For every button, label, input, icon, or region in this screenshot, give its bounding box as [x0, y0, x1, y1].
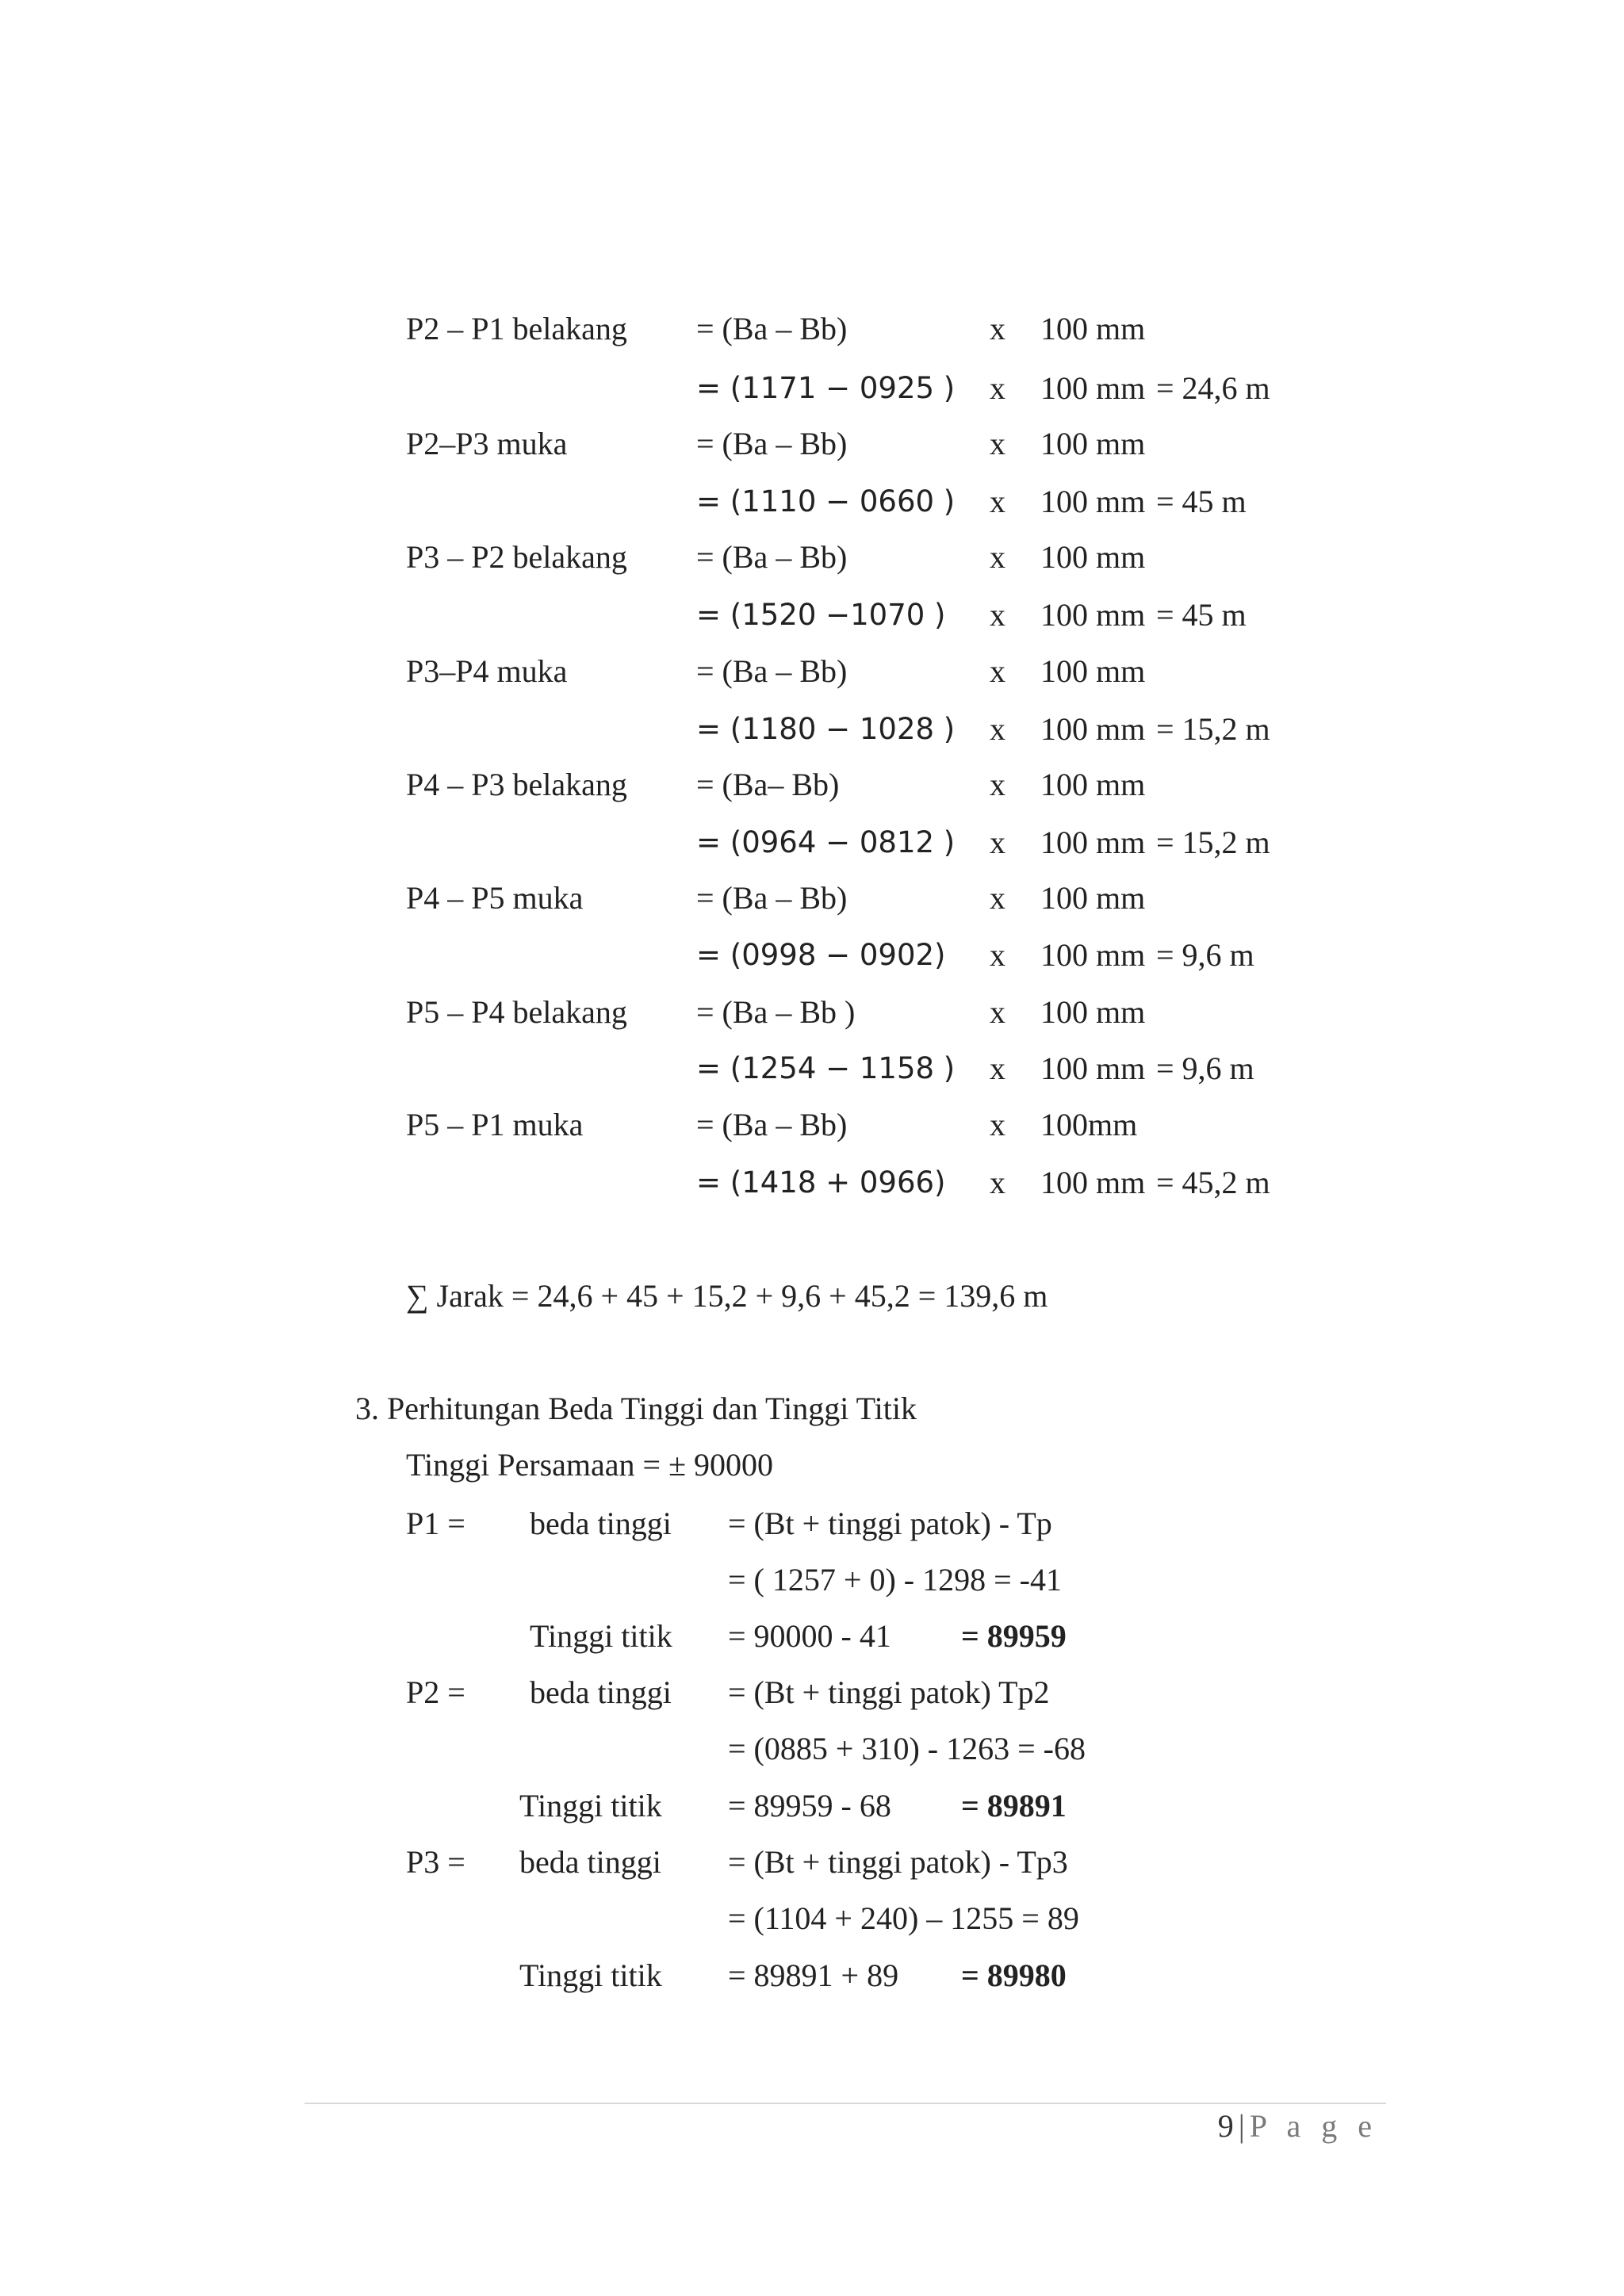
- row-unit: 100 mm: [1040, 1050, 1146, 1086]
- row-x: x: [990, 426, 1005, 461]
- row-equation: = (0885 + 310) - 1263 = -68: [728, 1731, 1086, 1766]
- row-formula: = (1180 − 1028 ): [696, 712, 956, 746]
- elevation-value: = 89891: [961, 1788, 1067, 1823]
- row-x: x: [990, 767, 1005, 802]
- row-unit: 100 mm: [1040, 370, 1146, 406]
- row-label: P2 – P1 belakang: [406, 311, 627, 346]
- row-result: = 24,6 m: [1156, 370, 1270, 406]
- row-sub-label: beda tinggi: [530, 1674, 672, 1710]
- row-formula: = (Ba – Bb): [696, 653, 848, 689]
- row-formula: = (0998 − 0902): [696, 938, 946, 972]
- row-x: x: [990, 1050, 1005, 1086]
- row-x: x: [990, 825, 1005, 860]
- row-x: x: [990, 597, 1005, 633]
- row-formula: = (Ba – Bb): [696, 880, 848, 916]
- row-formula: = (Ba – Bb): [696, 539, 848, 575]
- row-x: x: [990, 484, 1005, 519]
- base-elevation: Tinggi Persamaan = ± 90000: [406, 1447, 774, 1483]
- row-x: x: [990, 1107, 1005, 1142]
- row-label: P5 – P1 muka: [406, 1107, 584, 1142]
- row-label: P3 – P2 belakang: [406, 539, 627, 575]
- row-formula: = (Ba – Bb): [696, 1107, 848, 1142]
- section-heading: 3. Perhitungan Beda Tinggi dan Tinggi Titik: [355, 1391, 917, 1426]
- row-x: x: [990, 539, 1005, 575]
- point-label: P3 =: [406, 1844, 465, 1880]
- row-x: x: [990, 994, 1005, 1030]
- row-formula: = (1418 + 0966): [696, 1165, 946, 1200]
- row-unit: 100 mm: [1040, 484, 1146, 519]
- row-equation: = 89891 + 89: [728, 1957, 899, 1993]
- row-result: = 9,6 m: [1156, 937, 1254, 973]
- row-result: = 45 m: [1156, 484, 1247, 519]
- row-result: = 15,2 m: [1156, 711, 1270, 747]
- row-unit: 100 mm: [1040, 1165, 1146, 1200]
- row-label: P4 – P5 muka: [406, 880, 584, 916]
- row-x: x: [990, 653, 1005, 689]
- distance-sum: ∑ Jarak = 24,6 + 45 + 15,2 + 9,6 + 45,2 = 139,6 m: [406, 1278, 1048, 1314]
- point-label: P1 =: [406, 1506, 465, 1541]
- row-unit: 100 mm: [1040, 937, 1146, 973]
- row-label: P3–P4 muka: [406, 653, 568, 689]
- footer-separator: |: [1238, 2108, 1245, 2144]
- row-formula: = (Ba – Bb): [696, 426, 848, 461]
- row-equation: = (Bt + tinggi patok) - Tp3: [728, 1844, 1068, 1880]
- row-unit: 100 mm: [1040, 825, 1146, 860]
- row-result: = 45,2 m: [1156, 1165, 1270, 1200]
- row-sub-label: Tinggi titik: [519, 1788, 662, 1823]
- row-sub-label: Tinggi titik: [530, 1618, 672, 1654]
- row-formula: = (Ba – Bb): [696, 311, 848, 346]
- row-formula: = (1254 − 1158 ): [696, 1051, 956, 1085]
- row-formula: = (1110 − 0660 ): [696, 484, 956, 519]
- elevation-value: = 89980: [961, 1957, 1067, 1993]
- row-sub-label: beda tinggi: [530, 1506, 672, 1541]
- page-number: 9: [1217, 2108, 1234, 2144]
- row-unit: 100 mm: [1040, 767, 1146, 802]
- row-formula: = (0964 − 0812 ): [696, 825, 956, 859]
- row-unit: 100 mm: [1040, 994, 1146, 1030]
- row-equation: = (Bt + tinggi patok) - Tp: [728, 1506, 1052, 1541]
- row-sub-label: Tinggi titik: [519, 1957, 662, 1993]
- row-unit: 100 mm: [1040, 880, 1146, 916]
- row-unit: 100 mm: [1040, 711, 1146, 747]
- page-label: P a g e: [1249, 2108, 1378, 2144]
- row-formula: = (Ba – Bb ): [696, 994, 856, 1030]
- page-footer: [1218, 2101, 1378, 2152]
- row-x: x: [990, 370, 1005, 406]
- row-equation: = 90000 - 41: [728, 1618, 891, 1654]
- row-x: x: [990, 937, 1005, 973]
- row-equation: = (1104 + 240) – 1255 = 89: [728, 1900, 1079, 1936]
- row-formula: = (1171 − 0925 ): [696, 371, 956, 405]
- row-result: = 15,2 m: [1156, 825, 1270, 860]
- row-unit: 100 mm: [1040, 311, 1146, 346]
- row-result: = 45 m: [1156, 597, 1247, 633]
- row-equation: = ( 1257 + 0) - 1298 = -41: [728, 1562, 1062, 1598]
- elevation-value: = 89959: [961, 1618, 1067, 1654]
- row-unit: 100 mm: [1040, 426, 1146, 461]
- row-unit: 100mm: [1040, 1107, 1138, 1142]
- row-sub-label: beda tinggi: [519, 1844, 661, 1880]
- row-result: = 9,6 m: [1156, 1050, 1254, 1086]
- row-label: P5 – P4 belakang: [406, 994, 627, 1030]
- row-formula: = (1520 −1070 ): [696, 598, 946, 632]
- row-formula: = (Ba– Bb): [696, 767, 840, 802]
- row-label: P2–P3 muka: [406, 426, 568, 461]
- row-unit: 100 mm: [1040, 597, 1146, 633]
- row-x: x: [990, 711, 1005, 747]
- row-equation: = (Bt + tinggi patok) Tp2: [728, 1674, 1050, 1710]
- row-x: x: [990, 1165, 1005, 1200]
- row-equation: = 89959 - 68: [728, 1788, 891, 1823]
- row-unit: 100 mm: [1040, 539, 1146, 575]
- row-label: P4 – P3 belakang: [406, 767, 627, 802]
- row-x: x: [990, 880, 1005, 916]
- row-x: x: [990, 311, 1005, 346]
- row-unit: 100 mm: [1040, 653, 1146, 689]
- point-label: P2 =: [406, 1674, 465, 1710]
